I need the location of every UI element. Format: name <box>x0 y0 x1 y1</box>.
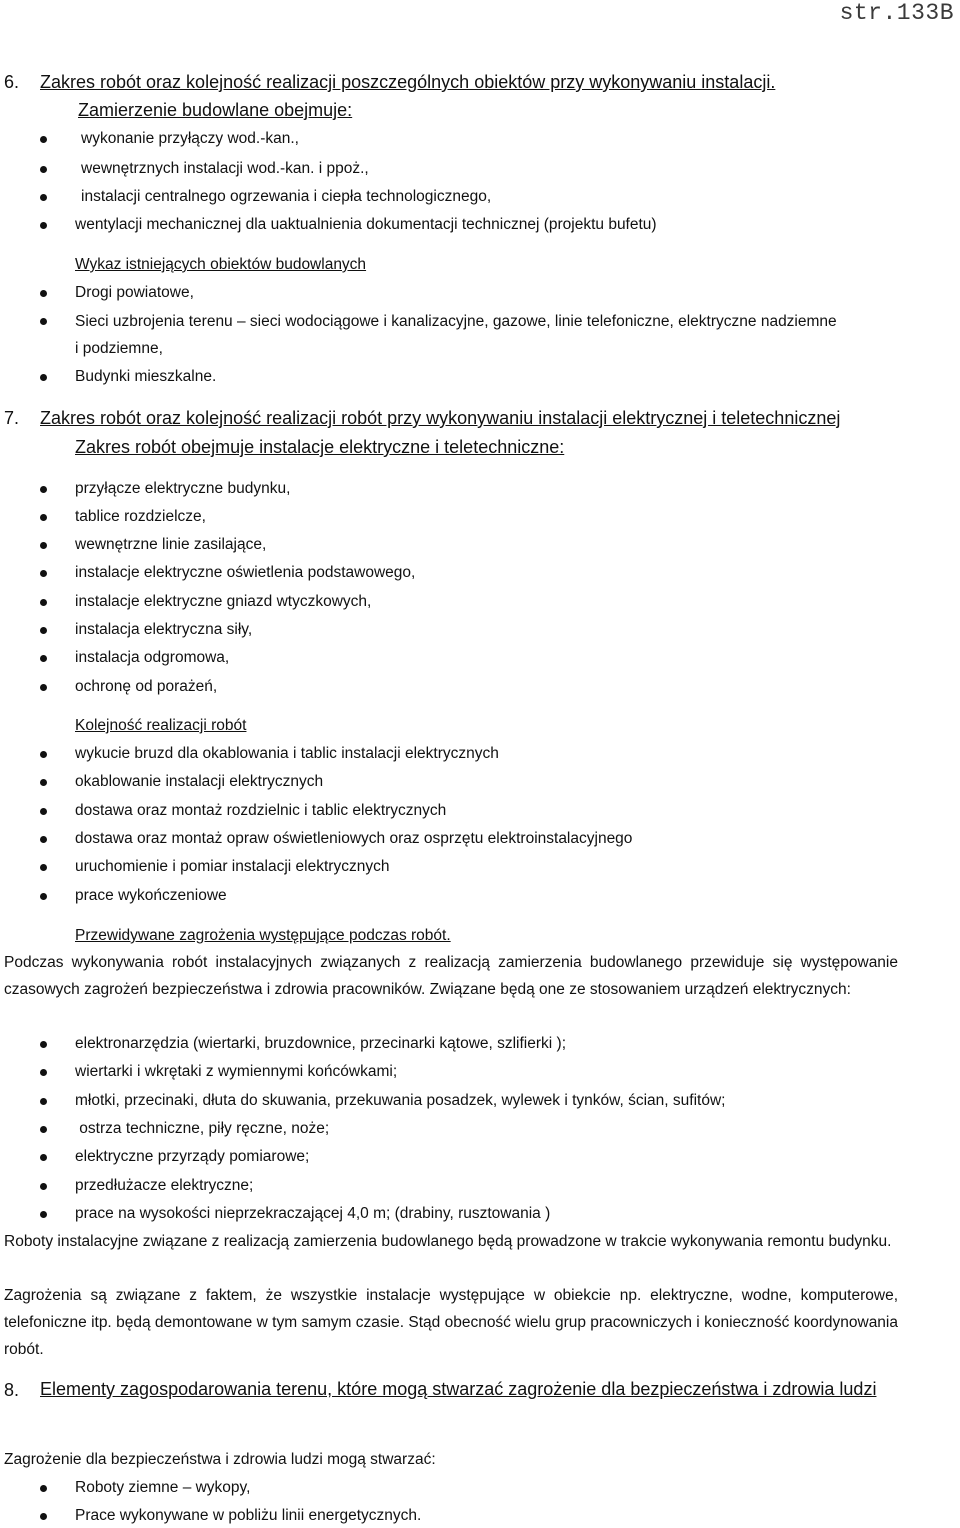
bullet <box>40 864 47 871</box>
list-item: prace wykończeniowe <box>75 887 227 904</box>
list-item: dostawa oraz montaż rozdzielnic i tablic elektrycznych <box>75 802 447 819</box>
list-item: Budynki mieszkalne. <box>75 368 217 385</box>
section-7-number: 7. <box>4 408 20 428</box>
list-item: wewnętrzne linie zasilające, <box>75 536 267 553</box>
bullet <box>40 1154 47 1161</box>
bullet <box>40 836 47 843</box>
bullet <box>40 751 47 758</box>
section-7-title: Zakres robót oraz kolejność realizacji robót przy wykonywaniu instalacji elektrycznej i teletechnicznej <box>40 408 841 428</box>
bullet <box>40 570 47 577</box>
bullet <box>40 599 47 606</box>
bullet <box>40 808 47 815</box>
bullet <box>40 136 47 143</box>
list-item: młotki, przecinaki, dłuta do skuwania, przekuwania posadzek, wylewek i tynków, ścian, sufitów; <box>75 1092 726 1109</box>
list-item: wewnętrznych instalacji wod.-kan. i ppoż., <box>81 160 369 177</box>
list-item: Prace wykonywane w pobliżu linii energetycznych. <box>75 1507 422 1524</box>
list-item: przedłużacze elektryczne; <box>75 1177 254 1194</box>
section-6-intro: Zamierzenie budowlane obejmuje: <box>78 100 353 120</box>
existing-objects-heading: Wykaz istniejących obiektów budowlanych <box>75 256 367 273</box>
list-item: instalacji centralnego ogrzewania i ciepła technologicznego, <box>81 188 492 205</box>
bullet <box>40 1041 47 1048</box>
section-8-intro: Zagrożenie dla bezpieczeństwa i zdrowia ludzi mogą stwarzać: <box>4 1451 436 1468</box>
list-item: instalacje elektryczne gniazd wtyczkowych, <box>75 593 372 610</box>
bullet <box>40 1126 47 1133</box>
list-item: okablowanie instalacji elektrycznych <box>75 773 324 790</box>
bullet <box>40 893 47 900</box>
bullet <box>40 514 47 521</box>
list-item: wentylacji mechanicznej dla uaktualnienia dokumentacji technicznej (projektu bufetu) <box>75 216 657 233</box>
list-item: instalacja odgromowa, <box>75 649 230 666</box>
list-item: przyłącze elektryczne budynku, <box>75 480 291 497</box>
list-item-continuation: i podziemne, <box>75 340 163 357</box>
list-item: wiertarki i wkrętaki z wymiennymi końcówkami; <box>75 1063 398 1080</box>
list-item: Roboty ziemne – wykopy, <box>75 1479 251 1496</box>
section-6-title: Zakres robót oraz kolejność realizacji poszczególnych obiektów przy wykonywaniu instalacji. <box>40 72 776 92</box>
section-6-number: 6. <box>4 72 20 92</box>
renovation-paragraph: Roboty instalacyjne związane z realizacją zamierzenia budowlanego będą prowadzone w trakcie wykonywania remontu budynku. <box>4 1233 892 1250</box>
list-item: prace na wysokości nieprzekraczającej 4,0 m; (drabiny, rusztowania ) <box>75 1205 551 1222</box>
bullet <box>40 1183 47 1190</box>
list-item: Drogi powiatowe, <box>75 284 194 301</box>
list-item: ochronę od porażeń, <box>75 678 218 695</box>
bullet <box>40 374 47 381</box>
bullet <box>40 290 47 297</box>
bullet <box>40 1069 47 1076</box>
bullet <box>40 166 47 173</box>
list-item: instalacja elektryczna siły, <box>75 621 253 638</box>
section-8-title: Elementy zagospodarowania terenu, które mogą stwarzać zagrożenie dla bezpieczeństwa i zdrowia ludzi <box>40 1379 877 1399</box>
bullet <box>40 222 47 229</box>
order-heading: Kolejność realizacji robót <box>75 717 247 734</box>
hazards-paragraph: Podczas wykonywania robót instalacyjnych związanych z realizacją zamierzenia budowlanego przewiduje się występowanie czasowych zagrożeń bezpieczeństwa i zdrowia pracowników. Związane będą one ze stosowaniem urządzeń elektrycznych: <box>4 954 898 998</box>
bullet <box>40 684 47 691</box>
bullet <box>40 1513 47 1520</box>
list-item: uruchomienie i pomiar instalacji elektrycznych <box>75 858 390 875</box>
bullet <box>40 486 47 493</box>
bullet <box>40 194 47 201</box>
bullet <box>40 1098 47 1105</box>
hazards-heading: Przewidywane zagrożenia występujące podczas robót. <box>75 927 451 944</box>
list-item: wykonanie przyłączy wod.-kan., <box>81 130 299 147</box>
list-item: ostrza techniczne, piły ręczne, noże; <box>75 1120 330 1137</box>
bullet <box>40 779 47 786</box>
section-7-intro: Zakres robót obejmuje instalacje elektryczne i teletechniczne: <box>75 437 565 457</box>
list-item: tablice rozdzielcze, <box>75 508 206 525</box>
list-item: instalacje elektryczne oświetlenia podstawowego, <box>75 564 416 581</box>
bullet <box>40 542 47 549</box>
bullet <box>40 1485 47 1492</box>
list-item: dostawa oraz montaż opraw oświetleniowych oraz osprzętu elektroinstalacyjnego <box>75 830 633 847</box>
list-item: wykucie bruzd dla okablowania i tablic instalacji elektrycznych <box>75 745 499 762</box>
section-8-number: 8. <box>4 1380 20 1400</box>
page-number: str.133B <box>839 0 954 26</box>
bullet <box>40 627 47 634</box>
list-item: elektryczne przyrządy pomiarowe; <box>75 1148 310 1165</box>
bullet <box>40 318 47 325</box>
list-item: Sieci uzbrojenia terenu – sieci wodociągowe i kanalizacyjne, gazowe, linie telefoniczne, elektryczne nadziemne <box>75 313 837 330</box>
bullet <box>40 655 47 662</box>
bullet <box>40 1211 47 1218</box>
coordination-paragraph: Zagrożenia są związane z faktem, że wszystkie instalacje występujące w obiekcie np. elektryczne, wodne, komputerowe, telefoniczne itp. będą demontowane w tym samym czasie. Stąd obecność wielu grup pracowniczych i konieczność koordynowania robót. <box>4 1287 898 1358</box>
list-item: elektronarzędzia (wiertarki, bruzdownice, przecinarki kątowe, szlifierki ); <box>75 1035 567 1052</box>
